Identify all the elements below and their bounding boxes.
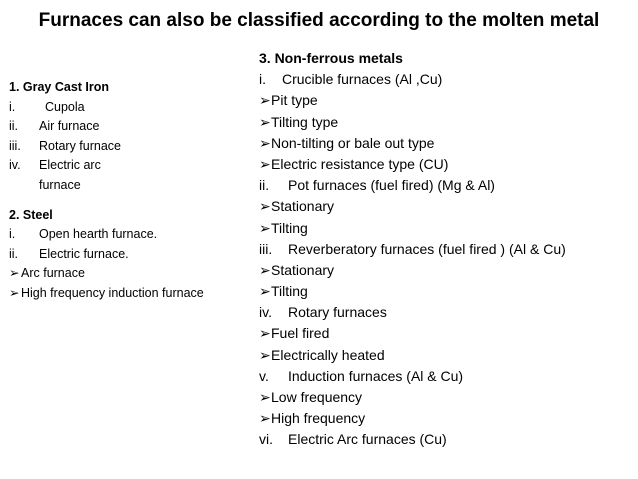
bullet-item: [259, 112, 634, 133]
bullet-item: [259, 408, 634, 429]
non-ferrous-list: [259, 69, 634, 450]
list-label: Rotary furnace: [39, 138, 121, 153]
list-label: Electric arc: [39, 158, 101, 172]
list-item: [9, 156, 247, 176]
list-item: [9, 98, 247, 118]
list-item: [259, 302, 634, 323]
list-item: [259, 366, 634, 387]
list-item: [259, 69, 634, 90]
bullet-item: [259, 133, 634, 154]
list-label: furnace: [39, 177, 81, 192]
bullet-label: Electric resistance type (CU): [271, 155, 449, 172]
bullet-label: Electrically heated: [271, 346, 385, 363]
arrow-bullet-icon: ➢: [259, 219, 271, 236]
list-label: Pot furnaces (fuel fired) (Mg & Al): [288, 177, 495, 194]
bullet-item: [259, 323, 634, 344]
bullet-label: Non-tilting or bale out type: [271, 134, 435, 151]
bullet-item: [259, 90, 634, 111]
bullet-item: [259, 218, 634, 239]
bullet-label: Fuel fired: [271, 325, 330, 342]
list-item: [9, 225, 247, 245]
list-number: iv.: [9, 158, 21, 172]
list-label: Crucible furnaces (Al ,Cu): [282, 71, 443, 88]
list-item-continuation: [9, 176, 247, 195]
list-label: Reverberatory furnaces (fuel fired ) (Al & Cu): [288, 240, 566, 257]
arrow-bullet-icon: ➢: [259, 410, 271, 427]
bullet-item: [259, 345, 634, 366]
list-number: i.: [259, 71, 266, 88]
list-number: iv.: [259, 304, 272, 321]
list-label: Cupola: [45, 99, 85, 114]
arrow-bullet-icon: ➢: [9, 285, 20, 300]
list-number: i.: [9, 99, 16, 114]
list-label: Air furnace: [39, 119, 100, 133]
bullet-item: [9, 284, 247, 304]
list-item: [259, 429, 634, 450]
bullet-label: Stationary: [271, 261, 335, 278]
bullet-item: [259, 196, 634, 217]
list-item: [9, 117, 247, 137]
left-column: [9, 78, 247, 303]
arrow-bullet-icon: ➢: [259, 283, 271, 300]
non-ferrous-heading: 3. Non-ferrous metals: [259, 50, 403, 66]
arrow-bullet-icon: ➢: [259, 134, 271, 151]
list-number: v.: [259, 367, 269, 384]
arrow-bullet-icon: ➢: [259, 325, 271, 342]
list-item: [259, 175, 634, 196]
bullet-label: Tilting: [271, 283, 308, 300]
list-number: ii.: [9, 246, 19, 261]
list-label: Open hearth furnace.: [39, 227, 158, 241]
steel-heading: 2. Steel: [9, 207, 53, 222]
list-number: ii.: [259, 177, 270, 194]
arrow-bullet-icon: ➢: [259, 389, 271, 405]
right-column: [259, 48, 634, 451]
list-label: Induction furnaces (Al & Cu): [288, 367, 464, 384]
list-number: ii.: [9, 119, 19, 133]
bullet-item: [259, 260, 634, 281]
arrow-bullet-icon: ➢: [9, 266, 20, 280]
bullet-label: Tilting type: [271, 113, 339, 130]
list-number: iii.: [259, 240, 273, 257]
bullet-item: [9, 264, 247, 284]
arrow-bullet-icon: ➢: [259, 198, 271, 215]
gray-cast-iron-heading: 1. Gray Cast Iron: [9, 80, 110, 94]
bullet-item: [259, 154, 634, 175]
list-item: [259, 239, 634, 260]
arrow-bullet-icon: ➢: [259, 113, 271, 130]
list-number: i.: [9, 227, 16, 241]
bullet-label: High frequency induction furnace: [21, 285, 204, 300]
bullet-label: Pit type: [271, 92, 318, 109]
bullet-label: Tilting: [271, 219, 308, 236]
arrow-bullet-icon: ➢: [259, 261, 271, 278]
bullet-label: High frequency: [271, 410, 366, 427]
arrow-bullet-icon: ➢: [259, 92, 271, 109]
list-item: [9, 245, 247, 265]
bullet-item: [259, 387, 634, 408]
list-item: [9, 137, 247, 157]
bullet-label: Low frequency: [271, 389, 363, 405]
list-label: Electric Arc furnaces (Cu): [288, 431, 447, 448]
list-number: iii.: [9, 138, 21, 153]
slide-title: Furnaces can also be classified according to the molten metal: [38, 10, 600, 31]
arrow-bullet-icon: ➢: [259, 346, 271, 363]
list-label: Rotary furnaces: [288, 304, 387, 321]
list-label: Electric furnace.: [39, 246, 129, 261]
bullet-item: [259, 281, 634, 302]
bullet-label: Stationary: [271, 198, 335, 215]
bullet-label: Arc furnace: [21, 266, 85, 280]
arrow-bullet-icon: ➢: [259, 155, 271, 172]
list-number: vi.: [259, 431, 273, 448]
